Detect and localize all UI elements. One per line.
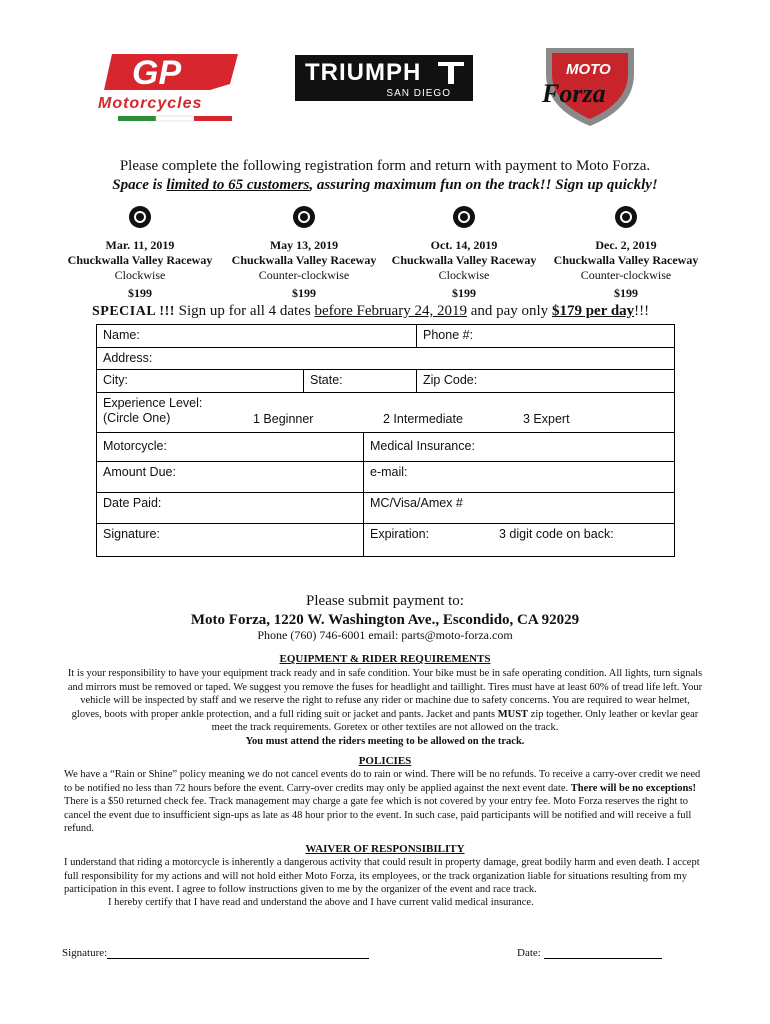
amount-due-field[interactable]: Amount Due: (103, 465, 176, 479)
form-row-amount (97, 462, 674, 493)
experience-label: Experience Level: (Circle One) (103, 396, 203, 425)
gp-motorcycles-logo (92, 44, 242, 126)
tire-icon (128, 205, 152, 229)
zip-field[interactable]: Zip Code: (416, 370, 674, 392)
form-row-address (97, 348, 674, 370)
waiver-body: I understand that riding a motorcycle is inherently a dangerous activity that could result in property damage, great bodily harm and even death. I accept full responsibility for my actions and will not hold either Moto Forza, its employees, or the track organization liable for situations resulting from my participation in this event. I agree to follow instructions given to me by the organizer of the event and race track. (64, 857, 700, 895)
form-row-city (97, 370, 674, 393)
waiver-title: WAIVER OF RESPONSIBILITY (305, 843, 465, 855)
svg-text:GP: GP (132, 54, 182, 92)
payment-heading: Please submit payment to: (306, 593, 464, 609)
tire-icon (292, 205, 316, 229)
intro-capacity-note: Space is limited to 65 customers, assuring maximum fun on the track!! Sign up quickly! (112, 177, 658, 193)
equipment-body: It is your responsibility to have your equipment track ready and in safe condition. Your bike must be in safe operating condition. All lights, turn signals and mirrors must be removed or taped. We suggest you remove the fuses for headlight and taillight. Tires must have at least 60% of tread life left. Your vehicle will be inspected by staff and we reserve the right to refuse any rider or machine due to safety concerns. You are required to wear helmet, gloves, boots with proper ankle protection, and a full riding suit or jacket and pants. Jacket and pants MUST zip together. Only leather or kevlar gear meet the track requirements. Goretex or other textiles are not allowed on the track. You must attend the riders meeting to be allowed on the track. (67, 668, 703, 747)
card-number-field[interactable]: MC/Visa/Amex # (363, 493, 674, 523)
event-date-4: Dec. 2, 2019 Chuckwalla Valley Raceway Counter-clockwise $199 (546, 205, 706, 302)
policies-body: We have a “Rain or Shine” policy meaning we do not cancel events do to rain or wind. There will be no refunds. To receive a carry-over credit we need to be notified no less than 72 hours before the event. Carry-over credits may only be applied against the next event date. There will be no exceptions! There is a $50 returned check fee. Track management may charge a gate fee which is not covered by your entry fee. Moto Forza reserves the right to cancel the event due to insufficient sign-ups as late as 48 hour prior to the event. In such case, paid participants will be notified and will receive a full refund. (64, 769, 701, 834)
tire-icon (452, 205, 476, 229)
payment-contact: Phone (760) 746-6001 email: parts@moto-forza.com (257, 628, 513, 642)
motorcycle-field[interactable]: Motorcycle: (103, 439, 167, 453)
security-code-field[interactable]: 3 digit code on back: (499, 527, 614, 541)
registration-form (96, 324, 675, 557)
level-expert[interactable]: 3 Expert (523, 412, 570, 426)
form-row-date-paid (97, 493, 674, 524)
form-row-signature (97, 524, 674, 556)
form-row-experience (97, 393, 674, 433)
form-row-motorcycle (97, 433, 674, 462)
address-field[interactable]: Address: (103, 351, 153, 365)
level-intermediate[interactable]: 2 Intermediate (383, 412, 463, 426)
medical-insurance-field[interactable]: Medical Insurance: (363, 433, 674, 461)
email-field[interactable]: e-mail: (363, 462, 674, 492)
svg-text:Motorcycles: Motorcycles (98, 95, 203, 112)
svg-text:MOTO: MOTO (566, 61, 611, 78)
intro-instruction: Please complete the following registration form and return with payment to Moto Forza. (119, 158, 651, 174)
equipment-title: EQUIPMENT & RIDER REQUIREMENTS (279, 653, 491, 665)
name-field[interactable]: Name: (103, 328, 140, 342)
expiration-field[interactable]: Expiration: (363, 524, 493, 556)
event-date-1: Mar. 11, 2019 Chuckwalla Valley Raceway Clockwise $199 (60, 205, 220, 302)
signature-field[interactable]: Signature: (103, 527, 160, 541)
policies-title: POLICIES (358, 755, 412, 767)
moto-forza-logo (540, 44, 640, 128)
svg-text:Forza: Forza (542, 79, 606, 108)
footer-date[interactable]: Date: (517, 947, 662, 959)
special-offer: SPECIAL !!! Sign up for all 4 dates before February 24, 2019 and pay only $179 per day!!! (92, 303, 650, 319)
event-date-2: May 13, 2019 Chuckwalla Valley Raceway Counter-clockwise $199 (224, 205, 384, 302)
footer-signature[interactable]: Signature: (62, 947, 369, 959)
city-field[interactable]: City: (103, 373, 128, 387)
state-field[interactable]: State: (303, 370, 416, 392)
payment-address: Moto Forza, 1220 W. Washington Ave., Escondido, CA 92029 (190, 612, 580, 628)
phone-field[interactable]: Phone #: (416, 325, 674, 347)
form-row-name (97, 325, 674, 348)
waiver-certify: I hereby certify that I have read and understand the above and I have current valid medical insurance. (108, 897, 534, 908)
event-date-3: Oct. 14, 2019 Chuckwalla Valley Raceway Clockwise $199 (384, 205, 544, 302)
triumph-san-diego-logo: TRIUMPH SAN DIEGO (295, 55, 473, 101)
level-beginner[interactable]: 1 Beginner (253, 412, 314, 426)
date-paid-field[interactable]: Date Paid: (103, 496, 162, 510)
tire-icon (614, 205, 638, 229)
